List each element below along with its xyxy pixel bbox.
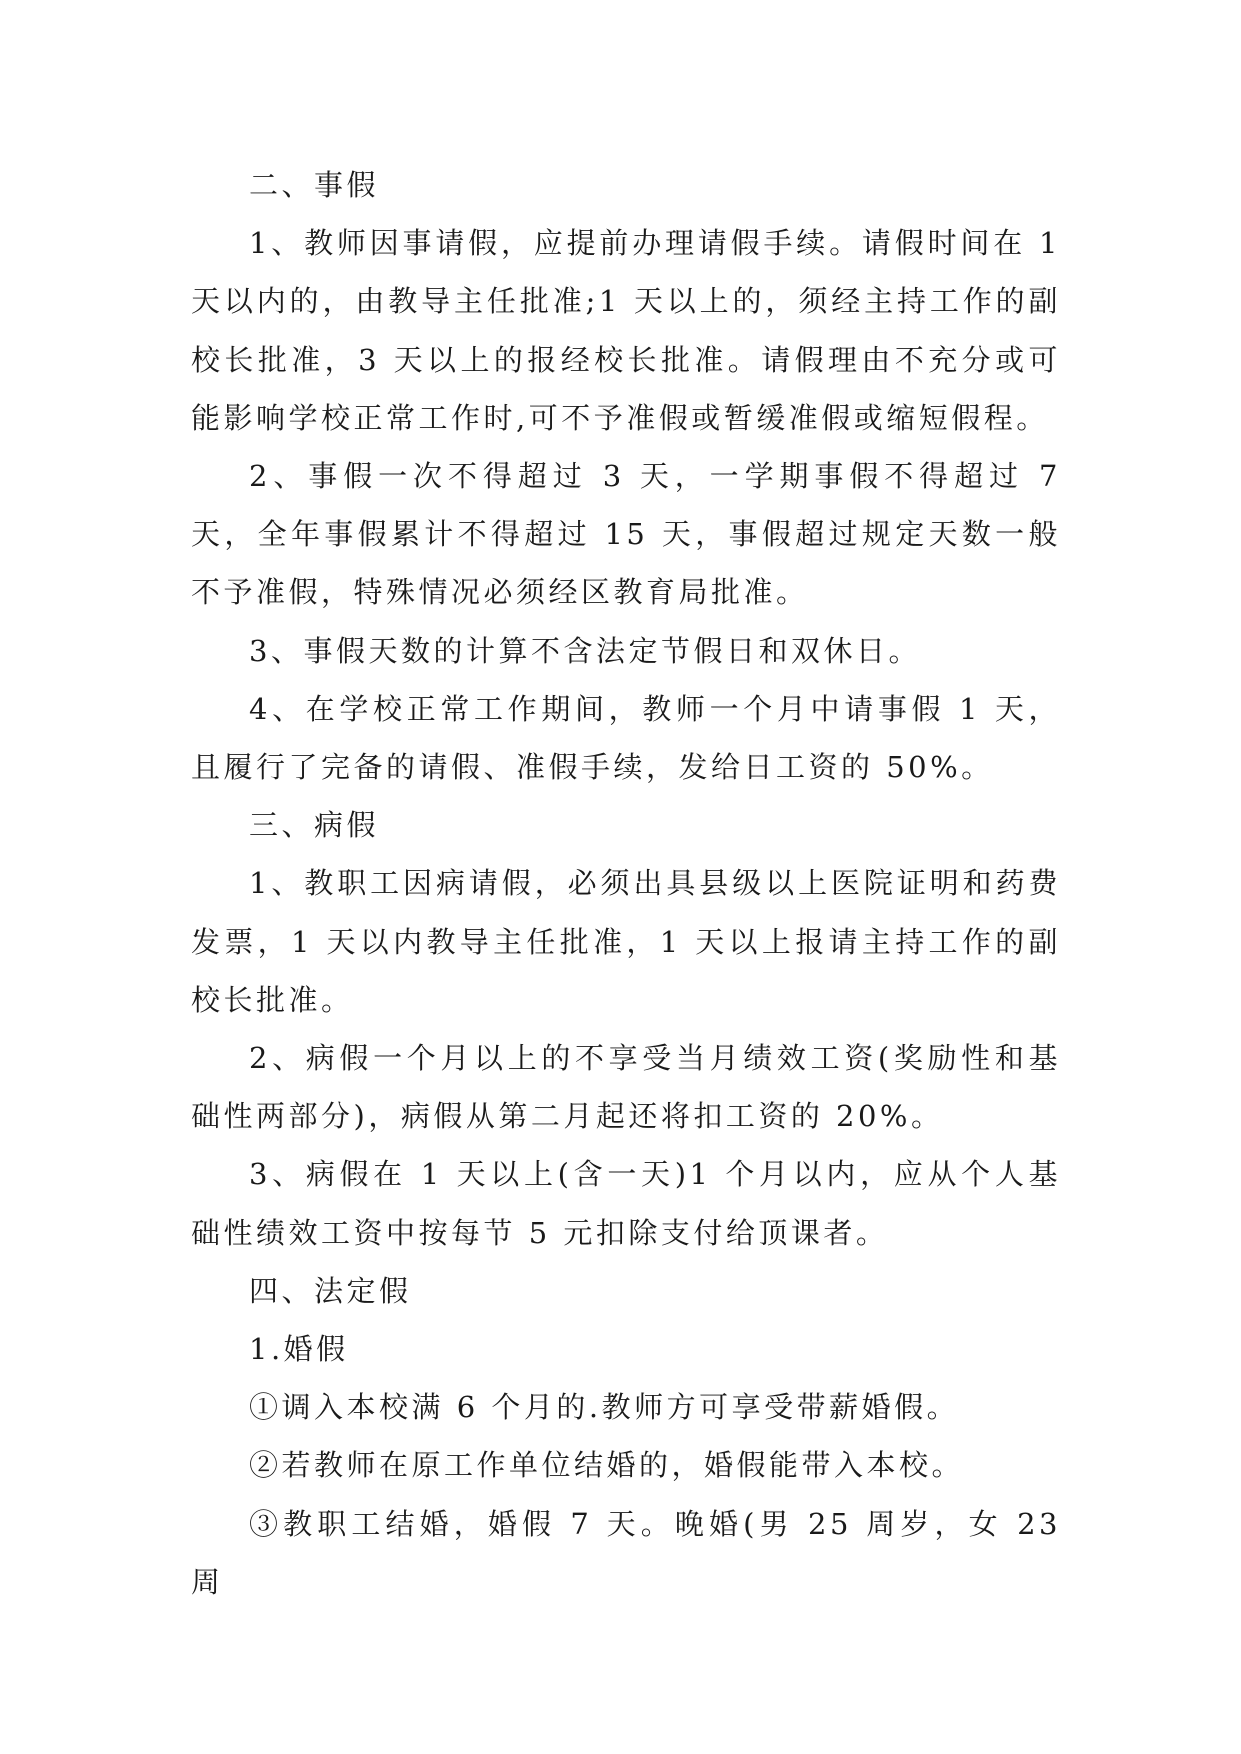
document-body bbox=[191, 156, 1061, 1611]
paragraph-sick-leave-rule-2: 2、病假一个月以上的不享受当月绩效工资(奖励性和基础性两部分)，病假从第二月起还将扣工资的 20%。 bbox=[191, 1041, 1061, 1134]
section-heading-personal-leave: 二、事假 bbox=[249, 168, 380, 202]
paragraph-sick-leave-rule-1: 1、教职工因病请假，必须出具县级以上医院证明和药费发票，1 天以内教导主任批准，1 天以上报请主持工作的副校长批准。 bbox=[191, 866, 1061, 1017]
paragraph-personal-leave-rule-2: 2、事假一次不得超过 3 天，一学期事假不得超过 7 天，全年事假累计不得超过 15 天，事假超过规定天数一般不予准假，特殊情况必须经区教育局批准。 bbox=[191, 459, 1061, 610]
subheading-marriage-leave: 1.婚假 bbox=[249, 1332, 349, 1367]
paragraph-marriage-leave-item-3: ③教职工结婚，婚假 7 天。晚婚(男 25 周岁，女 23 周 bbox=[191, 1506, 1061, 1599]
paragraph-personal-leave-rule-4: 4、在学校正常工作期间，教师一个月中请事假 1 天，且履行了完备的请假、准假手续，发给日工资的 50%。 bbox=[191, 691, 1061, 785]
section-heading-statutory-leave: 四、法定假 bbox=[249, 1273, 412, 1308]
paragraph-marriage-leave-item-1: ①调入本校满 6 个月的.教师方可享受带薪婚假。 bbox=[249, 1390, 960, 1425]
paragraph-marriage-leave-item-2: ②若教师在原工作单位结婚的，婚假能带入本校。 bbox=[249, 1448, 965, 1483]
section-heading-sick-leave: 三、病假 bbox=[249, 808, 380, 843]
paragraph-personal-leave-rule-1: 1、教师因事请假，应提前办理请假手续。请假时间在 1 天以内的，由教导主任批准;1 天以上的，须经主持工作的副校长批准，3 天以上的报经校长批准。请假理由不充分或可能影响学校正常工作时,可不予准假或暂缓准假或缩短假程。 bbox=[191, 226, 1061, 435]
paragraph-sick-leave-rule-3: 3、病假在 1 天以上(含一天)1 个月以内，应从个人基础性绩效工资中按每节 5 元扣除支付给顶课者。 bbox=[191, 1157, 1061, 1250]
paragraph-personal-leave-rule-3: 3、事假天数的计算不含法定节假日和双休日。 bbox=[249, 633, 921, 668]
